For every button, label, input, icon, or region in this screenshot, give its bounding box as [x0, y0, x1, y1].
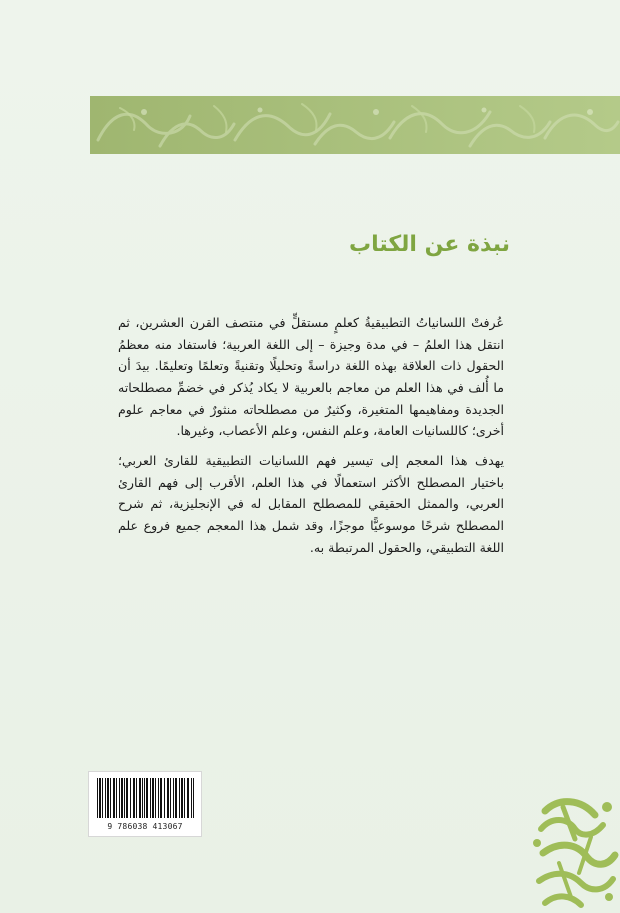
barcode-box — [88, 771, 202, 837]
decorative-calligraphy-band — [90, 96, 620, 154]
calligraphy-ornament-icon — [525, 793, 620, 913]
barcode-number: 9 786038 413067 — [107, 822, 183, 831]
calligraphy-pattern-icon — [90, 96, 620, 154]
barcode-icon — [95, 778, 195, 818]
book-description — [118, 312, 504, 566]
page-title: نبذة عن الكتاب — [348, 232, 510, 257]
description-paragraph-2: يهدف هذا المعجم إلى تيسير فهم اللسانيات التطبيقية للقارئ العربي؛ باختيار المصطلح الأكثر استعمالًا في هذا العلم، الأقرب إلى فهم القارئ العربي، والممثل الحقيقي للمصطلح المقابل له في الإنجليزية، ثم شرح المصطلح شرحًا موسوعيًّا موجزًا، وقد شمل هذا المعجم جميع فروع علم اللغة التطبيقي، والحقول المرتبطة به. — [118, 452, 504, 555]
bottom-calligraphy-ornament — [525, 793, 620, 913]
description-paragraph-1: عُرفتْ اللسانياتُ التطبيقيةُ كعلمٍ مستقلٍّ في منتصف القرن العشرين، ثم انتقل هذا العلمُ – في مدة وجيزة – إلى اللغة العربية؛ فاستفاد منه معظمُ الحقول ذات العلاقة بهذه اللغة دراسةً وتحليلًا وتقنيةً وتعلمًا وتعليمًا. بيدَ أن ما أُلف في هذا العلم من معاجم بالعربية لا يكاد يُذكر في خضمِّ مصطلحاته الجديدة ومفاهيمها المتغيرة، وكثيرٌ من مصطلحاته منثورٌ في معاجم علوم أخرى؛ كاللسانيات العامة، وعلم النفس، وعلم الأعصاب، وغيرها. — [118, 315, 504, 439]
